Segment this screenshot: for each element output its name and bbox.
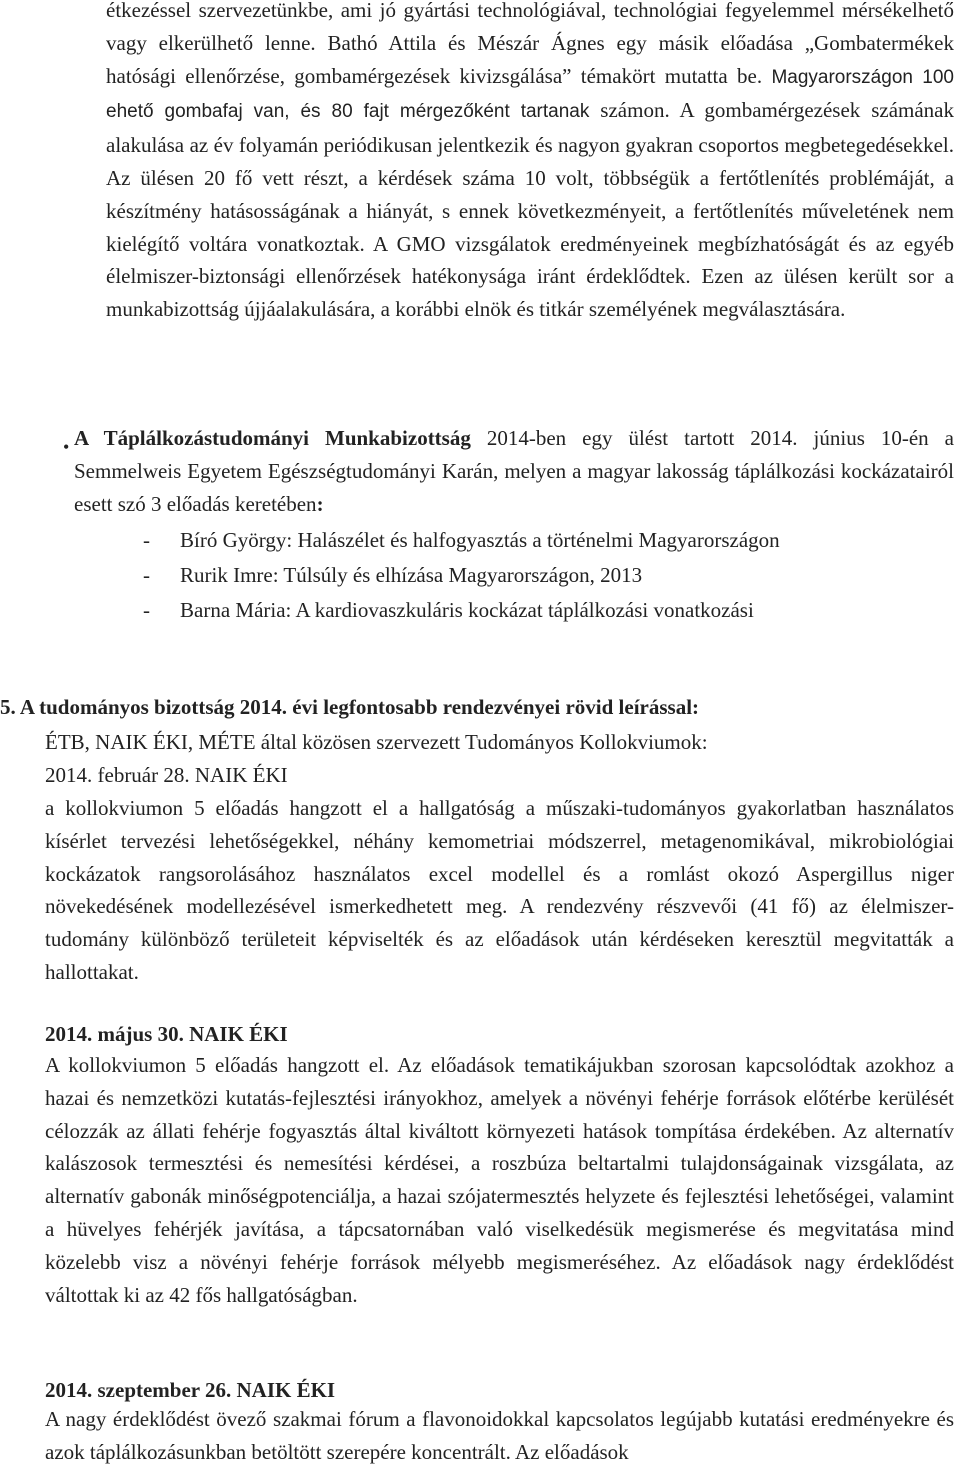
bullet-icon: • [63,437,70,457]
section-subheading: ÉTB, NAIK ÉKI, MÉTE által közösen szervezett Tudományos Kollokviumok: [45,730,708,754]
event-date-2: 2014. május 30. NAIK ÉKI [45,1022,288,1046]
committee-name: A Táplálkozástudományi Munkabizottság [74,426,471,450]
list-item-text: Rurik Imre: Túlsúly és elhízása Magyarországon, 2013 [180,563,643,587]
intro-text-1: étkezéssel szervezetünkbe, ami jó gyártási technológiával, technológiai fegyelemmel mérsékelhető vagy elkerülhető lenne. Bathó Attila és Mészár Ágnes egy másik előadása „Gombatermékek hatósági ellenőrzése, gombamérgezések kivizsgálása” témakört mutatta be. [106,0,954,88]
list-item [143,559,642,591]
bullet-text: 2014-ben egy ülést tartott 2014. június 10-én a Semmelweis Egyetem Egészségtudományi Karán, melyen a magyar lakosság táplálkozási kockázatairól esett szó 3 előadás keretében [74,426,954,516]
intro-text-2: számon. A gombamérgezések számának alakulása az év folyamán periódikusan jelentkezik és nagyon gyakran csoportos megbetegedésekkel. Az ülésen 20 fő vett részt, a kérdések száma 10 volt, többségük a fertőtlenítés problémáját, a készítmény hatásosságának a hiányát, s ennek következményeit, a fertőtlenítés műveletének nem kielégítő voltára vonatkoztak. A GMO vizsgálatok eredményeinek megbízhatóságát és az egyéb élelmiszer-biztonsági ellenőrzések hatékonysága iránt érdeklődtek. Ezen az ülésen került sor a munkabizottság újjáalakulására, a korábbi elnök és titkár személyének megválasztására. [106,98,955,322]
dash-marker: - [143,528,150,552]
bullet-colon: : [316,491,324,516]
list-item [143,594,754,626]
list-item-text: Bíró György: Halászélet és halfogyasztás a történelmi Magyarországon [180,528,780,552]
list-item-text: Barna Mária: A kardiovaszkuláris kockázat táplálkozási vonatkozási [180,598,754,622]
bullet-paragraph [74,422,954,520]
event-text-2: A kollokviumon 5 előadás hangzott el. Az előadások tematikájukban szorosan kapcsolódtak azokhoz a hazai és nemzetközi kutatás-fejlesztési irányokhoz, amelyek a növényi fehérje források előtérbe kerülését célozzák az állati fehérje fogyasztás által kiváltott környezeti hatások tompítása érdekében. Az alternatív kalászosok termesztési és nemesítési kérdései, a roszbúza beltartalmi tulajdonságainak vizsgálata, az alternatív gabonák minőségpotenciálja, a hazai szójatermesztés helyzete és fejlesztési lehetőségei, valamint a hüvelyes fehérjék javítása, a tápcsatornában való viselkedésük megismerése és megvitatása mind közelebb visz a növényi fehérje források mélyebb megismeréséhez. Az előadások nagy érdeklődést váltottak ki az 42 fős hallgatóságban. [45,1053,954,1307]
intro-paragraph [106,0,954,326]
event-text-1: a kollokviumon 5 előadás hangzott el a hallgatóság a műszaki-tudományos gyakorlatban használatos kísérlet tervezési lehetőségekkel, néhány kemometriai módszerrel, metagenomikával, mikrobiológiai kockázatok rangsorolásához használatos excel modellel és a romlást okozó Aspergillus niger növekedésének modellezésével ismerkedhetett meg. A rendezvény részvevői (41 fő) az élelmiszer-tudomány különböző területeit képviselték és az előadások után kérdéseken keresztül megvitatták a hallottakat. [45,796,954,984]
event-date-3: 2014. szeptember 26. NAIK ÉKI [45,1378,336,1402]
list-item [143,524,780,556]
section-heading: 5. A tudományos bizottság 2014. évi legfontosabb rendezvényei rövid leírással: [0,695,700,719]
event-date-1: 2014. február 28. NAIK ÉKI [45,763,288,787]
event-text-3: A nagy érdeklődést övező szakmai fórum a flavonoidokkal kapcsolatos legújabb kutatási eredményekre és azok táplálkozásunkban betöltött szerepére koncentrált. Az előadások [45,1407,954,1464]
intro-text-sans: Magyarországon 100 ehető gombafaj van, és 80 fajt mérgezőként tartanak [106,66,955,123]
dash-marker: - [143,563,150,587]
dash-marker: - [143,598,150,622]
